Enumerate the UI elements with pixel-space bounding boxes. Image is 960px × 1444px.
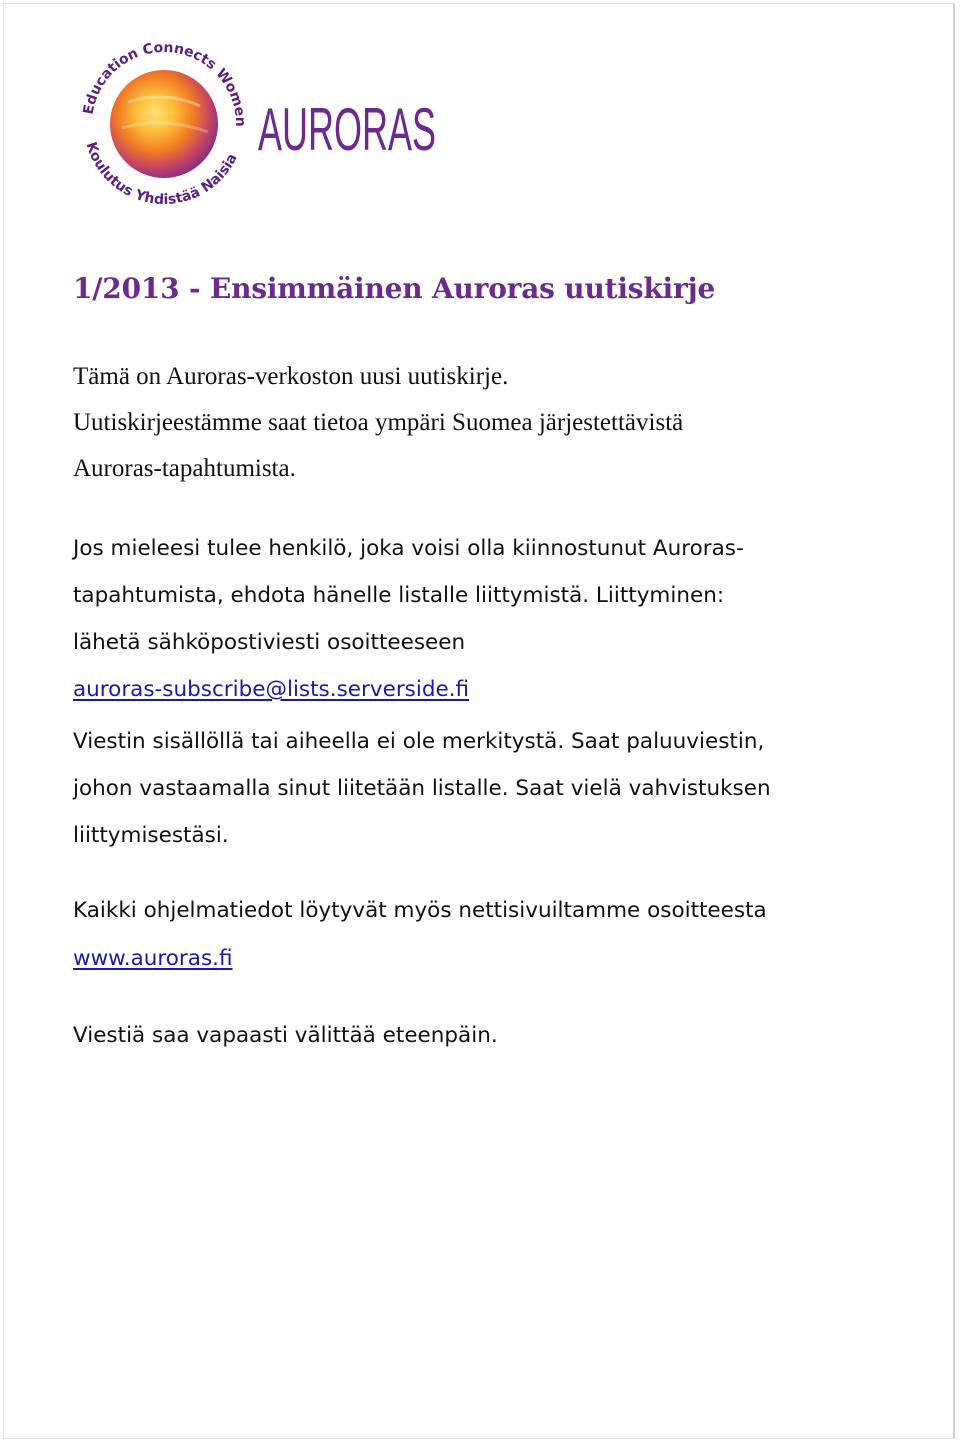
intro-line: Uutiskirjeestämme saat tietoa ympäri Suomea järjestettävistä — [73, 409, 684, 436]
confirm-line: Viestin sisällöllä tai aiheella ei ole merkitystä. Saat paluuviestin, — [73, 729, 765, 754]
forward-paragraph — [73, 1012, 933, 1060]
programs-line: Kaikki ohjelmatiedot löytyvät myös nettisivuiltamme osoitteesta — [73, 898, 767, 923]
join-line: tapahtumista, ehdota hänelle listalle liittymistä. Liittyminen: — [73, 583, 725, 608]
newsletter-title: 1/2013 - Ensimmäinen Auroras uutiskirje — [73, 272, 716, 305]
confirm-line: johon vastaamalla sinut liitetään listalle. Saat vielä vahvistuksen — [73, 776, 771, 801]
forward-line: Viestiä saa vapaasti välittää eteenpäin. — [73, 1023, 498, 1048]
ring-text-english: Education Connects Women — [80, 39, 249, 127]
auroras-logo — [70, 32, 450, 217]
join-line: Jos mieleesi tulee henkilö, joka voisi olla kiinnostunut Auroras- — [73, 536, 744, 561]
confirm-line: liittymisestäsi. — [73, 823, 229, 848]
auroras-logo-graphic — [70, 32, 450, 217]
programs-paragraph — [73, 887, 933, 983]
join-paragraph — [73, 525, 933, 713]
confirm-paragraph — [73, 718, 933, 859]
join-line: lähetä sähköpostiviesti osoitteeseen — [73, 630, 466, 655]
intro-line: Auroras-tapahtumista. — [73, 455, 296, 482]
intro-line: Tämä on Auroras-verkoston uusi uutiskirje. — [73, 363, 509, 390]
website-link[interactable]: www.auroras.fi — [73, 946, 233, 971]
logo-wordmark: AURORAS — [258, 96, 436, 163]
ring-text-finnish: Koulutus Yhdistää Naisia — [82, 140, 241, 209]
document-page — [3, 3, 955, 1439]
subscribe-email-link[interactable]: auroras-subscribe@lists.serverside.fi — [73, 677, 470, 702]
intro-paragraph — [73, 354, 893, 492]
